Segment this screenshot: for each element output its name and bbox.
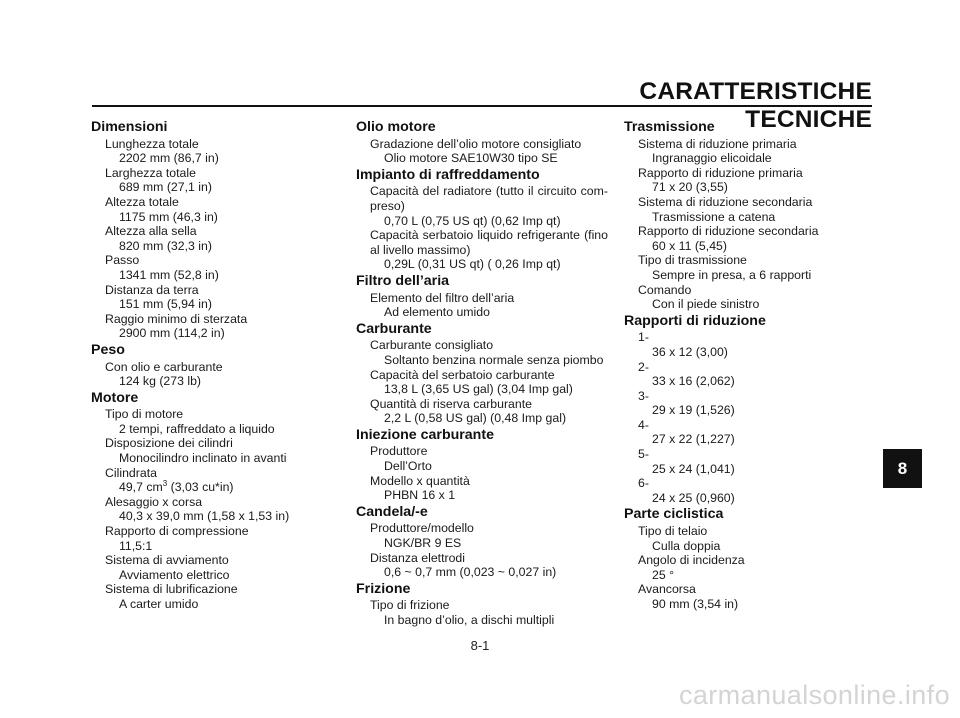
section-iniezione-title: Iniezione carburante [356, 426, 494, 443]
section-filtro-title: Filtro dell’aria [356, 272, 450, 289]
section-parte-ciclistica-title: Parte ciclistica [624, 506, 724, 523]
title-rule [92, 105, 872, 107]
section-trasmissione-title: Trasmissione [624, 119, 715, 135]
spec-value: In bagno d’olio, a dischi multipli [384, 613, 555, 627]
cilindrata-value-imperial: (3,03 cu*in) [167, 480, 234, 495]
section-candela-title: Candela/-e [356, 503, 428, 520]
spec-label: Capacità del radiatore (tutto il circuito com-preso) [370, 184, 608, 213]
spec-label: Sistema di lubrificazione [105, 582, 238, 597]
gear-ratio-value: 36 x 12 (3,00) [652, 344, 728, 359]
spec-label: Altezza totale [105, 194, 179, 209]
column-1 [91, 118, 321, 612]
spec-label: Raggio minimo di sterzata [105, 311, 248, 326]
spec-value: Ingranaggio elicoidale [652, 151, 772, 166]
section-olio-motore-title: Olio motore [356, 119, 436, 135]
spec-value: 25 ° [652, 567, 675, 582]
gear-ratio-value: 25 x 24 (1,041) [652, 461, 735, 476]
spec-value: 0,70 L (0,75 US qt) (0,62 Imp qt) [384, 213, 561, 228]
watermark: carmanualsonline.info [678, 680, 950, 710]
spec-label: Larghezza totale [105, 165, 196, 180]
spec-label: Sistema di riduzione primaria [638, 136, 797, 151]
section-peso-title: Peso [91, 341, 125, 358]
spec-value: 1175 mm (46,3 in) [119, 209, 218, 224]
spec-label: Gradazione dell’olio motore consigliato [370, 136, 582, 151]
spec-value: Con il piede sinistro [652, 297, 760, 312]
spec-value: 71 x 20 (3,55) [652, 180, 728, 195]
section-carburante-title: Carburante [356, 320, 432, 337]
spec-value: 0,29L (0,31 US qt) ( 0,26 Imp qt) [384, 257, 561, 272]
spec-value: Ad elemento umido [384, 305, 490, 320]
spec-value: 40,3 x 39,0 mm (1,58 x 1,53 in) [119, 509, 290, 524]
spec-value: Culla doppia [652, 538, 721, 553]
gear-ratio-value: 27 x 22 (1,227) [652, 432, 735, 447]
gear-label: 3- [638, 388, 649, 403]
spec-label: Lunghezza totale [105, 136, 199, 151]
chapter-tab[interactable]: 8 [883, 449, 922, 488]
gear-label: 5- [638, 447, 649, 462]
spec-label: Disposizione dei cilindri [105, 436, 233, 451]
spec-label: Rapporto di compressione [105, 524, 249, 539]
spec-value: 60 x 11 (5,45) [652, 238, 727, 253]
spec-label: Produttore/modello [370, 521, 474, 536]
spec-label: Capacità serbatoio liquido refrigerante (fino al livello massimo) [370, 228, 608, 257]
spec-value: 90 mm (3,54 in) [652, 597, 739, 611]
spec-label: Tipo di trasmissione [638, 253, 747, 268]
spec-value: Olio motore SAE10W30 tipo SE [384, 151, 558, 166]
spec-label: Capacità del serbatoio carburante [370, 367, 555, 382]
gear-ratio-value: 29 x 19 (1,526) [652, 403, 735, 418]
spec-value: Monocilindro inclinato in avanti [119, 451, 287, 466]
section-dimensioni-title: Dimensioni [91, 119, 168, 135]
page-title: CARATTERISTICHE TECNICHE [639, 78, 872, 133]
section-motore-title: Motore [91, 389, 139, 406]
cubic-superscript: 3 [162, 479, 168, 489]
spec-value: Avviamento elettrico [119, 567, 230, 582]
spec-label: Comando [638, 282, 692, 297]
spec-value: Trasmissione a catena [652, 209, 776, 224]
spec-label: Cilindrata [105, 465, 157, 480]
spec-value: 11,5:1 [119, 538, 153, 553]
spec-value: 2900 mm (114,2 in) [119, 326, 225, 341]
spec-value: PHBN 16 x 1 [384, 488, 456, 503]
gear-label: 6- [638, 476, 649, 491]
section-rapporti-title: Rapporti di riduzione [624, 312, 766, 329]
spec-value: 820 mm (32,3 in) [119, 238, 212, 253]
spec-label: Con olio e carburante [105, 359, 223, 374]
spec-label: Distanza da terra [105, 282, 199, 297]
spec-value: Sempre in presa, a 6 rapporti [652, 267, 812, 282]
spec-value: 2202 mm (86,7 in) [119, 151, 219, 166]
spec-value: 124 kg (273 lb) [119, 374, 202, 389]
spec-label: Avancorsa [638, 582, 696, 597]
spec-label: Modello x quantità [370, 473, 470, 488]
gear-label: 4- [638, 417, 649, 432]
spec-value: 13,8 L (3,65 US gal) (3,04 Imp gal) [384, 382, 573, 397]
spec-value: 2,2 L (0,58 US gal) (0,48 Imp gal) [384, 411, 567, 426]
spec-value: 0,6 ~ 0,7 mm (0,023 ~ 0,027 in) [384, 565, 557, 580]
spec-value: Soltanto benzina normale senza piombo [384, 352, 604, 367]
spec-label: Rapporto di riduzione secondaria [638, 224, 819, 239]
spec-label: Passo [105, 253, 140, 268]
spec-label: Sistema di riduzione secondaria [638, 194, 813, 209]
spec-value: 151 mm (5,94 in) [119, 297, 212, 312]
spec-value: 689 mm (27,1 in) [119, 180, 212, 195]
gear-label: 1- [638, 330, 649, 345]
cilindrata-value: 49,7 cm [119, 480, 163, 495]
spec-label: Tipo di frizione [370, 598, 450, 613]
gear-ratio-value: 33 x 16 (2,062) [652, 374, 735, 389]
spec-label: Produttore [370, 444, 428, 459]
column-3 [624, 118, 854, 612]
column-2 [356, 118, 608, 628]
spec-label: Tipo di telaio [638, 524, 708, 539]
spec-label: Altezza alla sella [105, 224, 197, 239]
spec-label: Sistema di avviamento [105, 553, 229, 568]
spec-label: Angolo di incidenza [638, 553, 745, 568]
section-frizione-title: Frizione [356, 580, 411, 597]
spec-value-cilindrata [91, 480, 321, 495]
spec-label: Carburante consigliato [370, 338, 494, 353]
spec-value: NGK/BR 9 ES [384, 536, 462, 551]
spec-value: Dell’Orto [384, 459, 432, 474]
spec-value: A carter umido [119, 597, 199, 611]
spec-label: Alesaggio x corsa [105, 494, 203, 509]
section-raffreddamento-title: Impianto di raffreddamento [356, 166, 540, 183]
gear-label: 2- [638, 359, 649, 374]
gear-ratio-value: 24 x 25 (0,960) [652, 490, 735, 505]
page-number: 8-1 [470, 638, 490, 653]
spec-label: Distanza elettrodi [370, 550, 466, 565]
spec-value: 2 tempi, raffreddato a liquido [119, 421, 275, 436]
spec-label: Tipo di motore [105, 407, 184, 422]
spec-value: 1341 mm (52,8 in) [119, 267, 219, 282]
spec-label: Elemento del filtro dell’aria [370, 290, 515, 305]
spec-label: Quantità di riserva carburante [370, 396, 532, 411]
spec-label: Rapporto di riduzione primaria [638, 165, 803, 180]
